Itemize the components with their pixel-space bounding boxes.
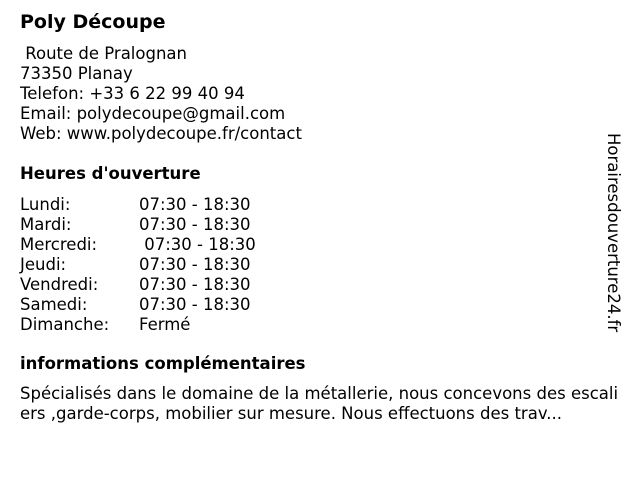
contact-block bbox=[20, 44, 302, 144]
hours-row-saturday bbox=[20, 295, 320, 315]
time-value: 07:30 - 18:30 bbox=[139, 195, 251, 214]
website: Web: www.polydecoupe.fr/contact bbox=[20, 124, 302, 143]
business-name: Poly Découpe bbox=[20, 11, 166, 33]
time-value: 07:30 - 18:30 bbox=[139, 275, 251, 294]
brand-watermark: Horairesdouverture24.fr bbox=[604, 133, 623, 333]
phone-number: Telefon: +33 6 22 99 40 94 bbox=[20, 84, 245, 103]
hours-row-friday bbox=[20, 275, 320, 295]
time-value: Fermé bbox=[139, 315, 191, 334]
address-street: Route de Pralognan bbox=[20, 44, 187, 63]
opening-hours-list bbox=[20, 195, 320, 335]
time-value: 07:30 - 18:30 bbox=[139, 235, 256, 254]
info-description: Spécialisés dans le domaine de la métallerie, nous concevons des escaliers ,garde-corps, mobilier sur mesure. Nous effectuons des trav... bbox=[20, 384, 619, 423]
day-label: Jeudi: bbox=[20, 255, 67, 274]
hours-row-monday bbox=[20, 195, 320, 215]
day-label: Mardi: bbox=[20, 215, 72, 234]
time-value: 07:30 - 18:30 bbox=[139, 255, 251, 274]
day-label: Mercredi: bbox=[20, 235, 98, 254]
hours-row-thursday bbox=[20, 255, 320, 275]
hours-row-wednesday bbox=[20, 235, 320, 255]
hours-heading: Heures d'ouverture bbox=[20, 164, 201, 183]
time-value: 07:30 - 18:30 bbox=[139, 215, 251, 234]
hours-row-sunday bbox=[20, 315, 320, 335]
time-value: 07:30 - 18:30 bbox=[139, 295, 251, 314]
day-label: Samedi: bbox=[20, 295, 88, 314]
day-label: Vendredi: bbox=[20, 275, 99, 294]
day-label: Lundi: bbox=[20, 195, 71, 214]
hours-row-tuesday bbox=[20, 215, 320, 235]
day-label: Dimanche: bbox=[20, 315, 110, 334]
address-city: 73350 Planay bbox=[20, 64, 133, 83]
email-address: Email: polydecoupe@gmail.com bbox=[20, 104, 286, 123]
info-heading: informations complémentaires bbox=[20, 354, 306, 373]
